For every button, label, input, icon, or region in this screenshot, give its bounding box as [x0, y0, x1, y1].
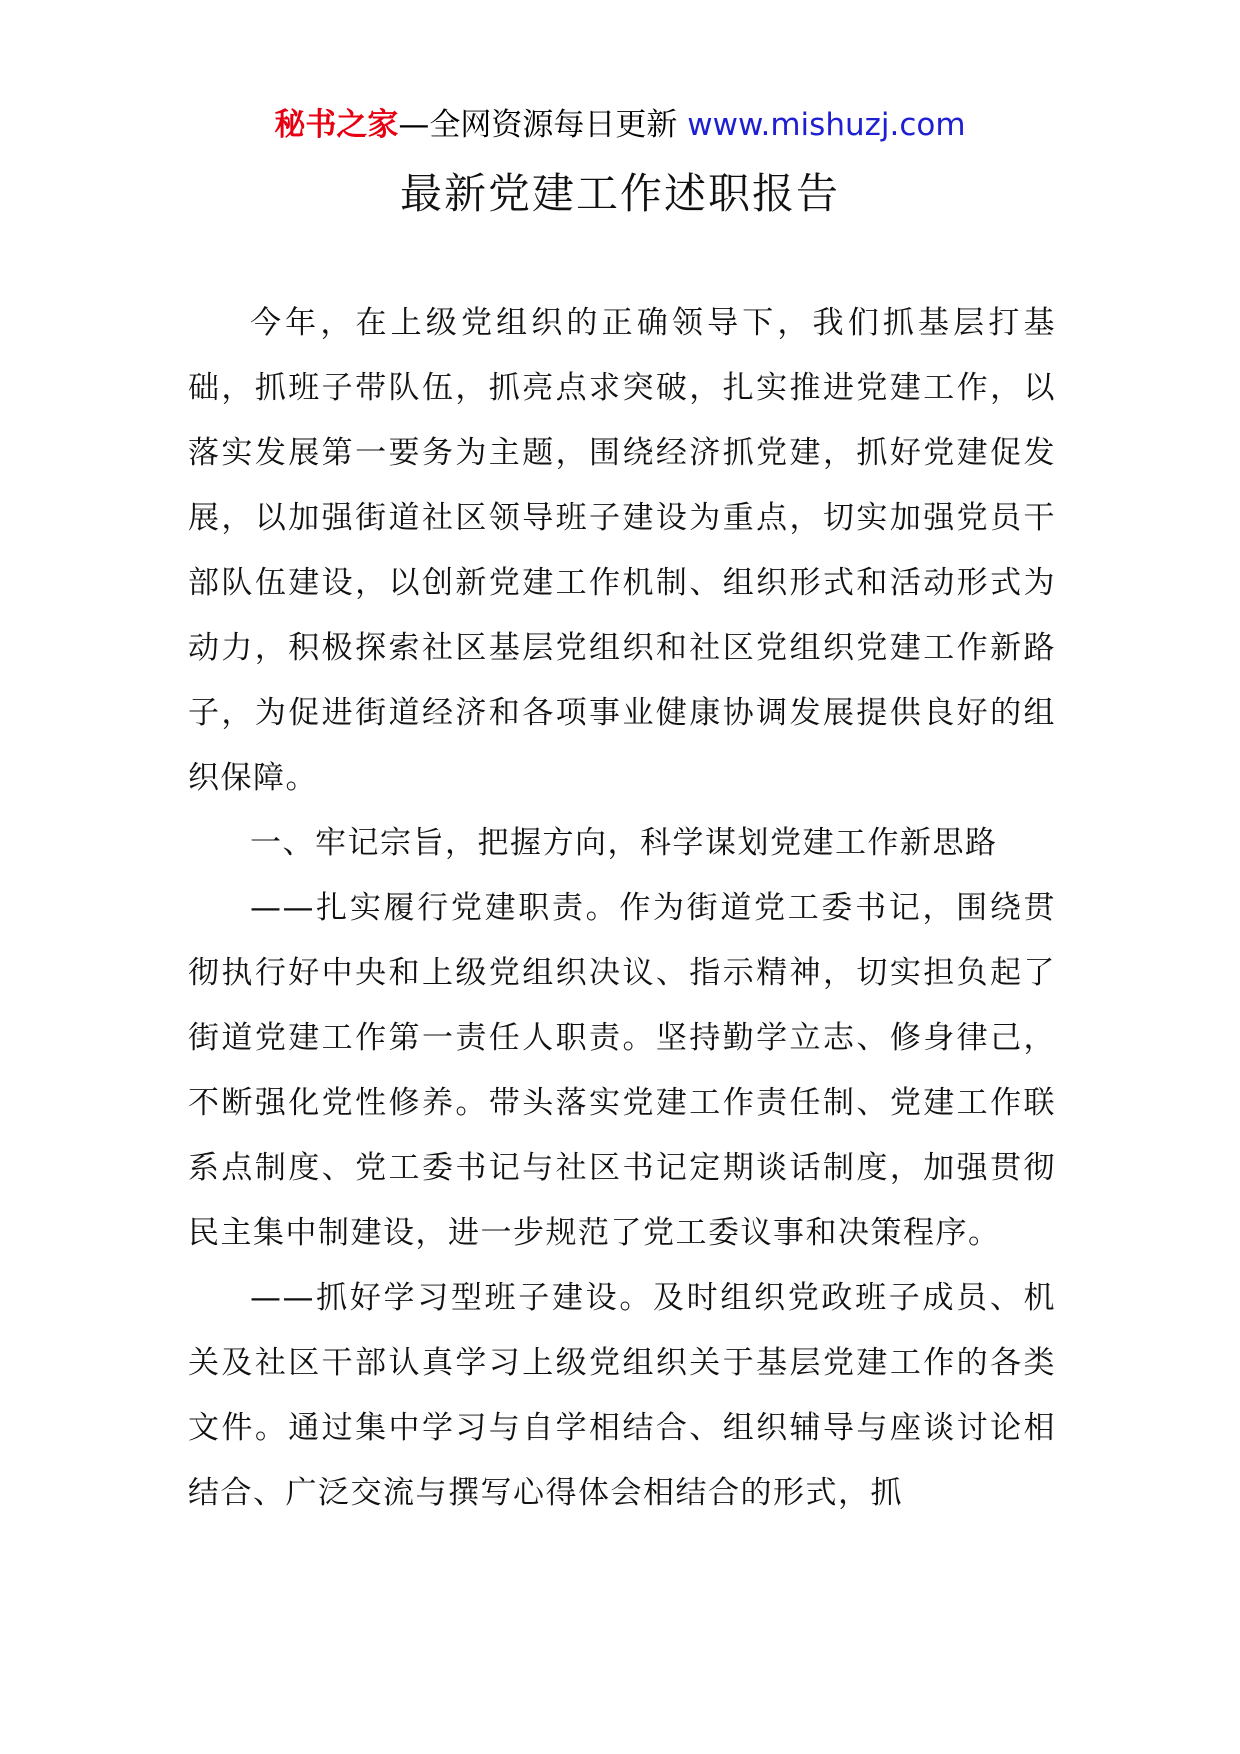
brand-name: 秘书之家: [274, 107, 399, 143]
site-url-link[interactable]: www.mishuzj.com: [687, 107, 966, 143]
document-title: 最新党建工作述职报告: [399, 169, 840, 218]
paragraph-learning-team: ——抓好学习型班子建设。及时组织党政班子成员、机关及社区干部认真学习上级党组织关于基层党建工作的各类文件。通过集中学习与自学相结合、组织辅导与座谈讨论相结合、广泛交流与撰写心得体会相结合的形式，抓: [188, 1280, 1056, 1511]
section-heading-1: 一、牢记宗旨，把握方向，科学谋划党建工作新思路: [250, 825, 998, 861]
paragraph-party-duties: ——扎实履行党建职责。作为街道党工委书记，围绕贯彻执行好中央和上级党组织决议、指示精神，切实担负起了街道党建工作第一责任人职责。坚持勤学立志、修身律己，不断强化党性修养。带头落实党建工作责任制、党建工作联系点制度、党工委书记与社区书记定期谈话制度，加强贯彻民主集中制建设，进一步规范了党工委议事和决策程序。: [188, 890, 1056, 1251]
site-header: [0, 100, 1240, 150]
document-body: [188, 291, 1056, 1526]
paragraph-intro: 今年，在上级党组织的正确领导下，我们抓基层打基础，抓班子带队伍，抓亮点求突破，扎实推进党建工作，以落实发展第一要务为主题，围绕经济抓党建，抓好党建促发展，以加强街道社区领导班子建设为重点，切实加强党员干部队伍建设，以创新党建工作机制、组织形式和活动形式为动力，积极探索社区基层党组织和社区党组织党建工作新路子，为促进街道经济和各项事业健康协调发展提供良好的组织保障。: [188, 305, 1056, 796]
header-tagline: —全网资源每日更新: [398, 107, 678, 143]
